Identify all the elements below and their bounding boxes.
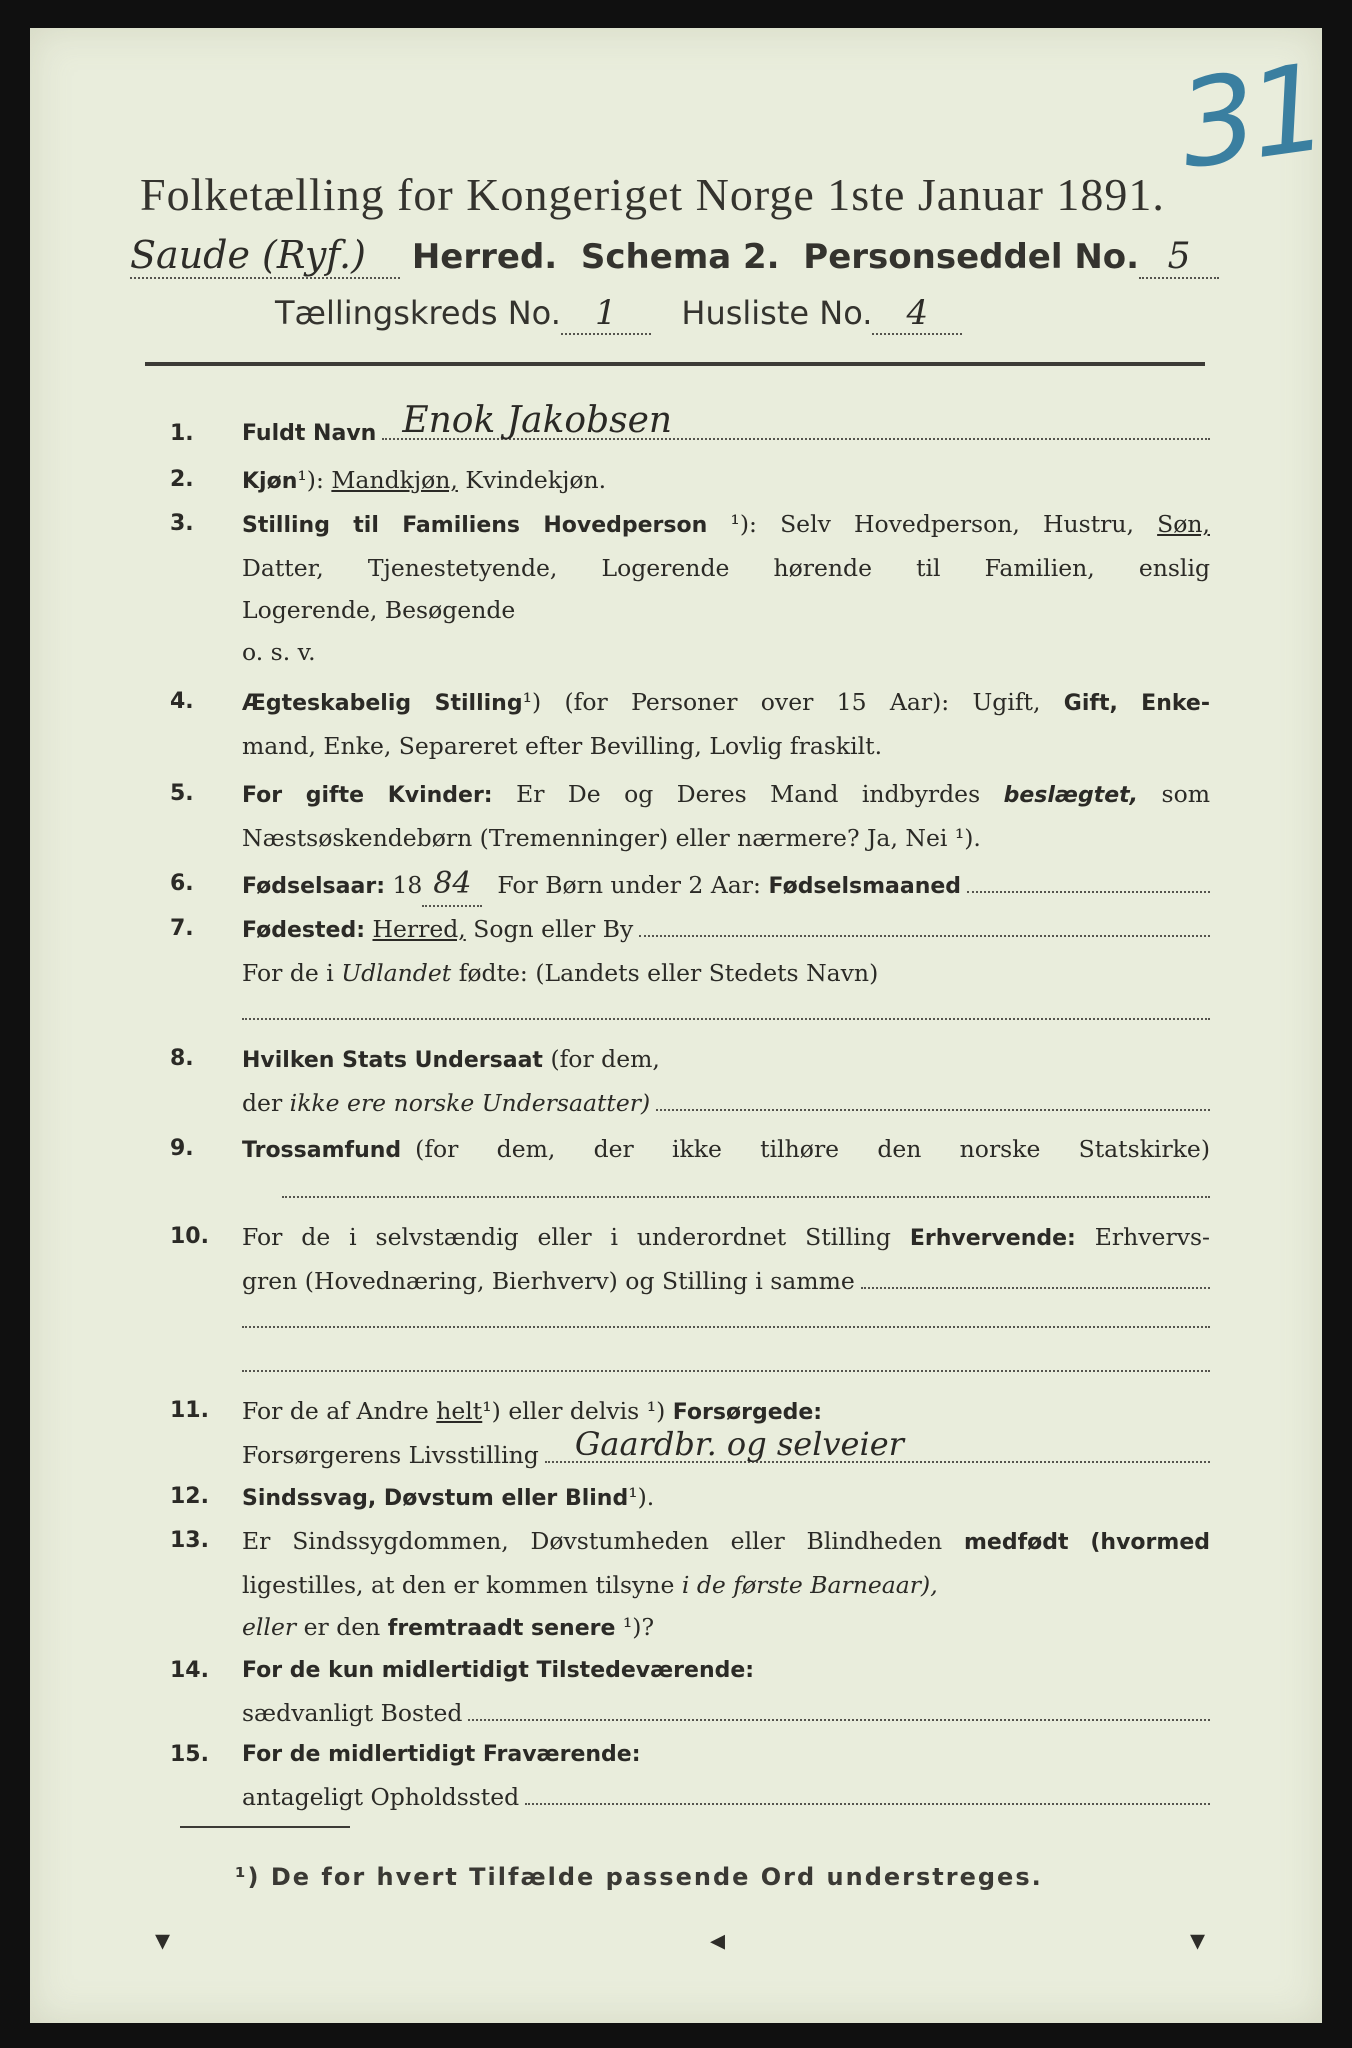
- item-text: (hvormed: [1090, 1530, 1210, 1555]
- item-number: 15.: [170, 1742, 209, 1767]
- item-number: 14.: [170, 1658, 209, 1683]
- item-number: 13.: [170, 1528, 209, 1553]
- item-13: [140, 1520, 1210, 1650]
- center-mark: ◂: [710, 1923, 726, 1958]
- fill-line: [242, 1302, 1210, 1328]
- item-10: [140, 1216, 1210, 1372]
- footnote-ref: ¹): [646, 1397, 666, 1425]
- item-text: Datter, Tjenestetyende, Logerende hørende til Familien, enslig: [242, 554, 1210, 582]
- item-text: (for Personer over 15 Aar): Ugift,: [564, 688, 1041, 716]
- form-items: [140, 400, 1211, 1818]
- personseddel-value: 5: [1139, 236, 1219, 279]
- item-text: som: [1161, 780, 1211, 808]
- header-line-herred: [130, 233, 1310, 279]
- corner-mark-left: ▾: [155, 1923, 171, 1958]
- header-divider: [145, 362, 1205, 366]
- item-number: 10.: [170, 1224, 209, 1249]
- item-text: Logerende, Besøgende: [242, 596, 516, 624]
- fill-line: [282, 1172, 1210, 1198]
- item-text: Er De og Deres Mand indbyrdes: [516, 780, 981, 808]
- form-title: Folketælling for Kongeriget Norge 1ste Januar 1891.: [140, 169, 1165, 220]
- schema-label: Schema 2.: [580, 237, 780, 277]
- item-number: 1.: [170, 421, 194, 446]
- item-text: Udlandet: [341, 959, 452, 987]
- support-option-helt: helt: [436, 1397, 483, 1425]
- footnote: ¹) De for hvert Tilfælde passende Ord understreges.: [235, 1863, 1043, 1891]
- item-label: Fødested:: [242, 918, 365, 943]
- item-label: medfødt: [964, 1530, 1069, 1555]
- marital-option-gift: Gift,: [1063, 691, 1118, 716]
- item-text: For de af Andre: [242, 1397, 429, 1425]
- husliste-label: Husliste No.: [681, 294, 873, 332]
- item-7: [140, 908, 1210, 1020]
- corner-mark-right: ▾: [1190, 1923, 1206, 1958]
- footnote-ref: ¹).: [628, 1483, 655, 1511]
- item-label: Kjøn: [242, 469, 298, 494]
- item-text: er den: [303, 1613, 381, 1641]
- item-number: 5.: [170, 781, 194, 806]
- kreds-label: Tællingskreds No.: [275, 294, 561, 332]
- item-label: Forsørgede:: [672, 1400, 823, 1425]
- personseddel-label: Personseddel No.: [803, 237, 1140, 277]
- sex-option-female: Kvindekjøn.: [465, 466, 607, 494]
- item-number: 4.: [170, 689, 194, 714]
- item-2: [140, 459, 1210, 503]
- provider-occupation-value: Gaardbr. og selveier: [574, 1425, 904, 1463]
- item-number: 11.: [170, 1398, 209, 1423]
- item-number: 2.: [170, 467, 194, 492]
- item-11: [140, 1390, 1210, 1476]
- item-6: [140, 863, 1210, 908]
- item-text: Fødselsmaaned: [768, 874, 962, 899]
- item-9: [140, 1128, 1210, 1198]
- footnote-ref: ¹): [522, 688, 542, 716]
- item-text: i de første Barneaar),: [681, 1571, 938, 1599]
- item-15: [140, 1734, 1210, 1818]
- item-text: Er Sindssygdommen, Døvstumheden eller Blindheden: [242, 1527, 943, 1555]
- item-text: antageligt Opholdssted: [242, 1783, 520, 1811]
- footnote-divider: [180, 1826, 350, 1828]
- item-label: Erhvervende:: [909, 1226, 1076, 1251]
- handwritten-page-number: 31: [1171, 38, 1330, 197]
- item-text: Forsørgerens Livsstilling: [242, 1441, 539, 1469]
- item-14: [140, 1650, 1210, 1734]
- census-form: [30, 28, 1330, 2023]
- item-number: 9.: [170, 1136, 194, 1161]
- item-number: 3.: [170, 511, 194, 536]
- birth-year-value: 84: [422, 863, 482, 907]
- husliste-value: 4: [872, 293, 962, 335]
- item-label: Ægteskabelig Stilling: [242, 691, 523, 716]
- item-text: o. s. v.: [242, 638, 316, 666]
- birth-year-prefix: 18: [392, 871, 423, 899]
- header-line-kreds: [275, 293, 962, 335]
- item-text: sædvanligt Bosted: [242, 1699, 463, 1727]
- herred-label: Herred.: [411, 237, 558, 277]
- item-text: eller delvis: [508, 1397, 640, 1425]
- item-12: [140, 1476, 1210, 1520]
- item-text: ikke ere norske Undersaatter): [289, 1089, 651, 1117]
- item-text: Sogn eller By: [473, 915, 634, 943]
- item-label: Trossamfund: [242, 1138, 402, 1163]
- item-text: mand, Enke, Separeret efter Bevilling, Lovlig fraskilt.: [242, 732, 883, 760]
- item-1: [140, 400, 1210, 455]
- birthplace-option-herred: Herred,: [372, 915, 466, 943]
- item-label: For de kun midlertidigt Tilstedeværende:: [242, 1658, 755, 1683]
- item-text: ligestilles, at den er kommen tilsyne: [242, 1571, 675, 1599]
- item-label: Fuldt Navn: [242, 421, 377, 446]
- item-label: Sindssvag, Døvstum eller Blind: [242, 1486, 629, 1511]
- fill-line: [242, 994, 1210, 1020]
- marital-option-enke: Enke-: [1141, 691, 1210, 716]
- item-text: fødte: (Landets eller Stedets Navn): [458, 959, 879, 987]
- item-label: Hvilken Stats Undersaat: [242, 1048, 543, 1073]
- item-label: Stilling til Familiens Hovedperson: [242, 513, 708, 538]
- item-label: For gifte Kvinder:: [242, 783, 493, 808]
- item-text: (for dem,: [550, 1045, 660, 1073]
- item-text: eller: [242, 1613, 297, 1641]
- footnote-ref: ¹):: [297, 466, 324, 494]
- position-option-son: Søn,: [1157, 510, 1210, 538]
- item-text: For de i: [242, 959, 334, 987]
- item-text: gren (Hovednæring, Bierhverv) og Stilling i samme: [242, 1267, 855, 1295]
- item-text: For de i selvstændig eller i underordnet Stilling: [242, 1223, 891, 1251]
- item-number: 7.: [170, 916, 194, 941]
- full-name-value: Enok Jakobsen: [402, 400, 673, 441]
- fill-line: [242, 1346, 1210, 1372]
- footnote-ref: ¹):: [730, 510, 757, 538]
- item-5: [140, 773, 1210, 859]
- item-number: 12.: [170, 1484, 209, 1509]
- item-text: der: [242, 1089, 283, 1117]
- item-number: 8.: [170, 1046, 194, 1071]
- item-text: Erhvervs-: [1094, 1223, 1210, 1251]
- item-text: fremtraadt senere: [387, 1616, 616, 1641]
- item-label: Fødselsaar:: [242, 874, 385, 899]
- item-number: 6.: [170, 871, 194, 896]
- item-4: [140, 681, 1210, 767]
- herred-value: Saude (Ryf.): [130, 233, 400, 279]
- item-text: Næstsøskendebørn (Tremenninger) eller nærmere? Ja, Nei ¹).: [242, 824, 981, 852]
- item-text: beslægtet,: [1003, 783, 1139, 808]
- item-text: For Børn under 2 Aar:: [497, 871, 761, 899]
- item-text: (for dem, der ikke tilhøre den norske Statskirke): [415, 1135, 1210, 1163]
- footnote-ref: ¹): [482, 1397, 501, 1425]
- footnote-ref: ¹)?: [622, 1613, 655, 1641]
- item-label: For de midlertidigt Fraværende:: [242, 1742, 641, 1767]
- item-text: Selv Hovedperson, Hustru,: [780, 510, 1134, 538]
- sex-option-male: Mandkjøn,: [331, 466, 458, 494]
- kreds-value: 1: [561, 293, 651, 335]
- item-8: [140, 1038, 1210, 1124]
- item-3: [140, 503, 1210, 673]
